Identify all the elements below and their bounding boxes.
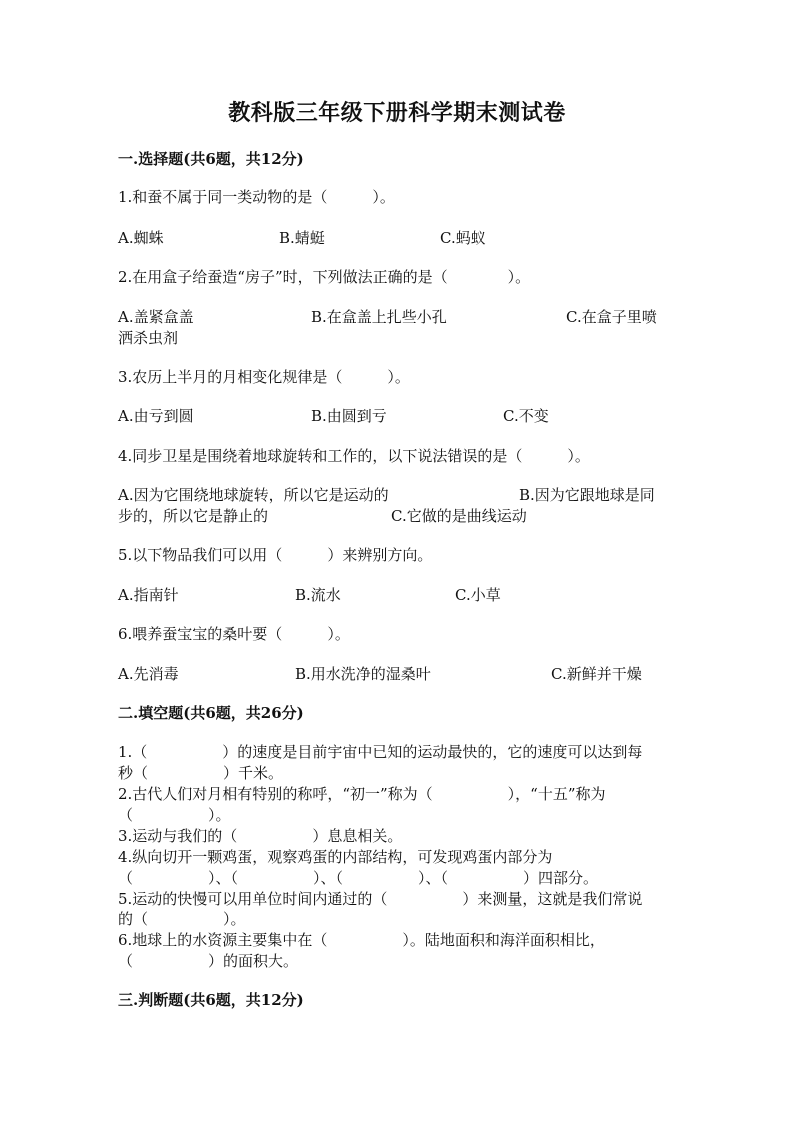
fill-line: 5.运动的快慢可以用单位时间内通过的（ ）来测量，这就是我们常说 bbox=[118, 890, 643, 908]
option-a: A.盖紧盒盖 bbox=[118, 308, 194, 326]
option-b: B.用水洗净的湿桑叶 bbox=[295, 665, 431, 683]
question-stem: 4.同步卫星是围绕着地球旋转和工作的，以下说法错误的是（ ）。 bbox=[118, 447, 590, 465]
fill-line: （ ）的面积大。 bbox=[118, 952, 299, 970]
option-b-continued: 步的，所以它是静止的 bbox=[118, 507, 269, 525]
question-stem: 1.和蚕不属于同一类动物的是（ ）。 bbox=[118, 188, 395, 206]
section-heading-fill-blank: 二.填空题(共6题，共26分) bbox=[118, 704, 304, 722]
option-a: A.先消毒 bbox=[118, 665, 179, 683]
fill-line: 秒（ ）千米。 bbox=[118, 764, 284, 782]
option-c: C.它做的是曲线运动 bbox=[391, 507, 527, 525]
option-c: C.新鲜并干燥 bbox=[551, 665, 642, 683]
option-a: A.指南针 bbox=[118, 586, 179, 604]
option-a: A.蜘蛛 bbox=[118, 229, 164, 247]
option-b: B.由圆到亏 bbox=[311, 407, 387, 425]
fill-line: （ ）、（ ）、（ ）、（ ）四部分。 bbox=[118, 869, 599, 887]
question-stem: 6.喂养蚕宝宝的桑叶要（ ）。 bbox=[118, 625, 350, 643]
fill-line: （ ）。 bbox=[118, 806, 231, 824]
question-stem: 2.在用盒子给蚕造“房子”时，下列做法正确的是（ ）。 bbox=[118, 268, 531, 286]
option-c-continued: 洒杀虫剂 bbox=[118, 329, 179, 347]
fill-line: 4.纵向切开一颗鸡蛋，观察鸡蛋的内部结构，可发现鸡蛋内部分为 bbox=[118, 848, 553, 866]
fill-line: 的（ ）。 bbox=[118, 910, 246, 928]
option-a: A.因为它围绕地球旋转，所以它是运动的 bbox=[118, 486, 389, 504]
option-b: B.蜻蜓 bbox=[279, 229, 325, 247]
option-c: C.不变 bbox=[503, 407, 549, 425]
fill-line: 1.（ ）的速度是目前宇宙中已知的运动最快的，它的速度可以达到每 bbox=[118, 743, 643, 761]
option-b: B.因为它跟地球是同 bbox=[519, 486, 655, 504]
section-heading-choice: 一.选择题(共6题，共12分) bbox=[118, 150, 304, 168]
option-b: B.流水 bbox=[295, 586, 341, 604]
option-c: C.蚂蚁 bbox=[440, 229, 486, 247]
fill-line: 3.运动与我们的（ ）息息相关。 bbox=[118, 827, 403, 845]
page-title: 教科版三年级下册科学期末测试卷 bbox=[228, 100, 566, 126]
question-stem: 5.以下物品我们可以用（ ）来辨别方向。 bbox=[118, 546, 433, 564]
option-a: A.由亏到圆 bbox=[118, 407, 194, 425]
fill-line: 2.古代人们对月相有特别的称呼，“初一”称为（ ），“十五”称为 bbox=[118, 785, 606, 803]
option-b: B.在盒盖上扎些小孔 bbox=[311, 308, 447, 326]
section-heading-true-false: 三.判断题(共6题，共12分) bbox=[118, 991, 304, 1009]
fill-line: 6.地球上的水资源主要集中在（ ）。陆地面积和海洋面积相比， bbox=[118, 931, 605, 949]
question-stem: 3.农历上半月的月相变化规律是（ ）。 bbox=[118, 368, 410, 386]
option-c: C.在盒子里喷 bbox=[566, 308, 657, 326]
option-c: C.小草 bbox=[455, 586, 501, 604]
